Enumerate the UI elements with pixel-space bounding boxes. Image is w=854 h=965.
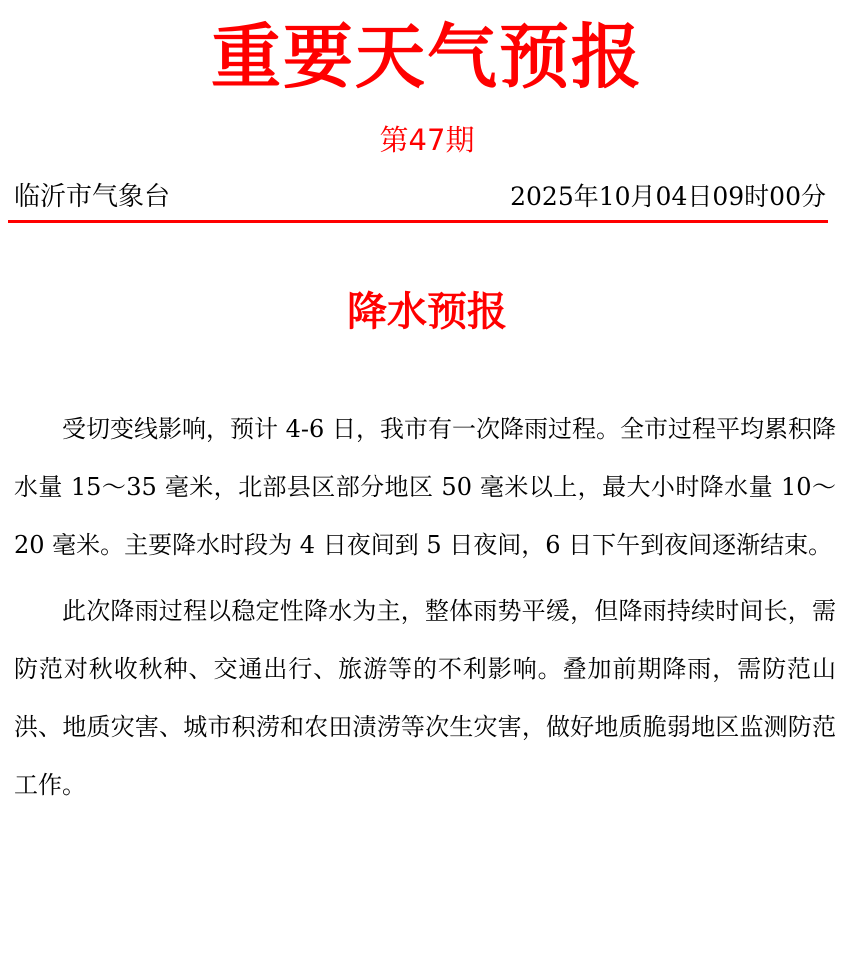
bulletin-title: 重要天气预报: [211, 16, 643, 98]
forecast-body: [14, 400, 836, 814]
section-title: 降水预报: [347, 289, 507, 335]
issue-number: 第47期: [379, 123, 475, 157]
bulletin-header-row: [14, 177, 826, 217]
issuing-agency: 临沂市气象台: [14, 182, 171, 212]
paragraph-forecast: 受切变线影响，预计 4-6 日，我市有一次降雨过程。全市过程平均累积降水量 15～35 毫米，北部县区部分地区 50 毫米以上，最大小时降水量 10～20 毫米。主要降水时段为 4 日夜间到 5 日夜间，6 日下午到夜间逐渐结束。: [14, 415, 836, 559]
paragraph-advisory: 此次降雨过程以稳定性降水为主，整体雨势平缓，但降雨持续时间长，需防范对秋收秋种、交通出行、旅游等的不利影响。叠加前期降雨，需防范山洪、地质灾害、城市积涝和农田渍涝等次生灾害，做好地质脆弱地区监测防范工作。: [14, 597, 836, 799]
issued-time: 2025年10月04日09时00分: [510, 182, 826, 211]
header-divider: [8, 220, 828, 223]
